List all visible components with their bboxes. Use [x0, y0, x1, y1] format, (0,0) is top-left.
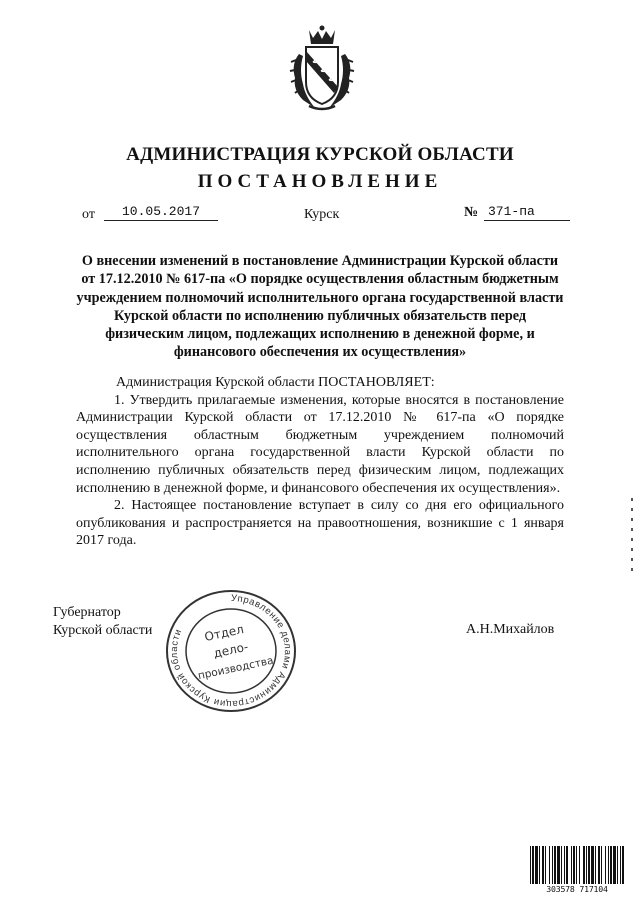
document-city: Курск — [304, 207, 340, 222]
date-prefix-label: от — [82, 207, 95, 222]
stamp-center-line-1: Отдел — [203, 622, 246, 645]
document-meta-row — [0, 204, 640, 226]
official-stamp — [162, 586, 300, 716]
signer-position-line-2: Курской области — [53, 622, 153, 638]
stamp-ring-text: Управление делами Администрации Курской области — [168, 592, 294, 710]
decree-intro: Администрация Курской области ПОСТАНОВЛЯЕТ: — [116, 375, 435, 390]
signer-name: А.Н.Михайлов — [466, 622, 555, 637]
coat-of-arms-emblem — [287, 24, 357, 112]
decree-item-2: 2. Настоящее постановление вступает в силу со дня его официального опубликования и распространяется на правоотношения, возникшие с 1 января 2017 года. — [76, 498, 564, 549]
document-subject: О внесении изменений в постановление Администрации Курской области от 17.12.2010 № 617-па «О порядке осуществления областным бюджетным учреждением полномочий исполнительного органа государственной власти Курской области по исполнению публичных обязательств перед физическим лицом, подлежащих исполнению в денежной форме, и финансового обеспечения их осуществления» — [76, 253, 564, 361]
signer-position-line-1: Губернатор — [53, 605, 121, 620]
decree-item-1: 1. Утвердить прилагаемые изменения, которые вносятся в постановление Администрации Курской области от 17.12.2010 № 617-па «О порядке осуществления областным бюджетным учреждением полномочий исполнительного органа государственной власти Курской области по исполнению публичных обязательств перед физическим лицом, подлежащих исполнению в денежной форме, и финансового обеспечения их осуществления». — [76, 392, 564, 496]
stamp-center-line-3: производства — [196, 654, 275, 683]
barcode — [529, 846, 625, 896]
number-prefix-label: № — [464, 205, 479, 220]
stamp-center-line-2: дело- — [212, 639, 250, 661]
document-number: 371-па — [484, 204, 570, 221]
document-body — [76, 374, 564, 550]
document-date: 10.05.2017 — [104, 204, 218, 221]
organization-title: АДМИНИСТРАЦИЯ КУРСКОЙ ОБЛАСТИ — [126, 144, 514, 165]
scan-edge-mark — [631, 498, 633, 578]
barcode-number: 303578 717104 — [529, 884, 625, 894]
signer-position — [53, 604, 152, 639]
document-type-title: ПОСТАНОВЛЕНИЕ — [197, 171, 443, 192]
